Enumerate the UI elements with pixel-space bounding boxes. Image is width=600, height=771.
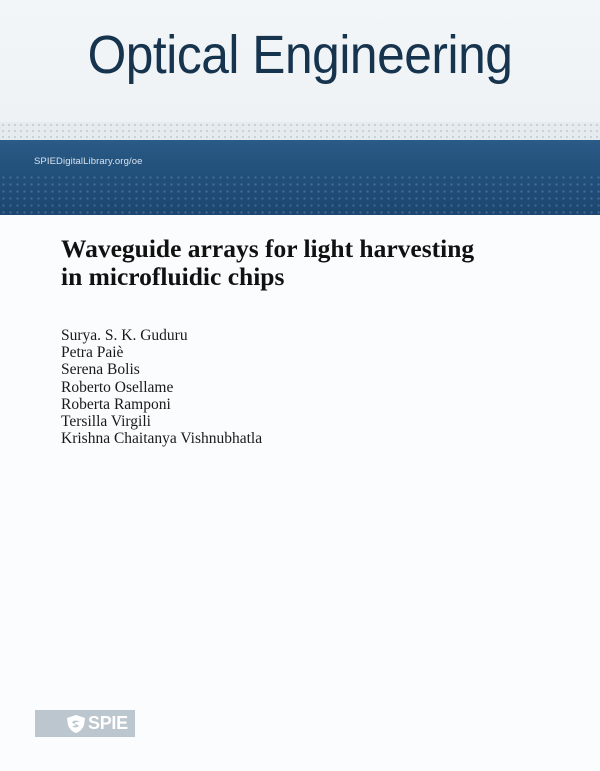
author-name: Surya. S. K. Guduru <box>61 327 188 344</box>
journal-banner <box>0 140 600 215</box>
paper-title <box>61 235 561 291</box>
journal-title: Optical Engineering <box>87 25 513 85</box>
paper-title-line-2: in microfluidic chips <box>61 262 285 291</box>
author-name: Krishna Chaitanya Vishnubhatla <box>61 430 263 448</box>
author-name: Roberto Osellame <box>61 378 174 396</box>
spie-logo <box>35 710 135 737</box>
paper-title-line-1: Waveguide arrays for light harvesting <box>61 234 475 263</box>
author-name: Roberta Ramponi <box>61 395 171 413</box>
author-name: Serena Bolis <box>61 361 140 379</box>
journal-masthead <box>0 0 600 122</box>
spie-shield-icon <box>65 714 87 734</box>
author-name: Tersilla Virgili <box>61 413 151 431</box>
author-name: Petra Paiè <box>61 344 124 362</box>
decorative-dotted-band <box>0 122 600 140</box>
spie-logo-text: SPIE <box>88 713 128 733</box>
journal-url[interactable]: SPIEDigitalLibrary.org/oe <box>34 156 143 167</box>
author-list <box>61 327 262 447</box>
banner-texture <box>0 174 600 215</box>
